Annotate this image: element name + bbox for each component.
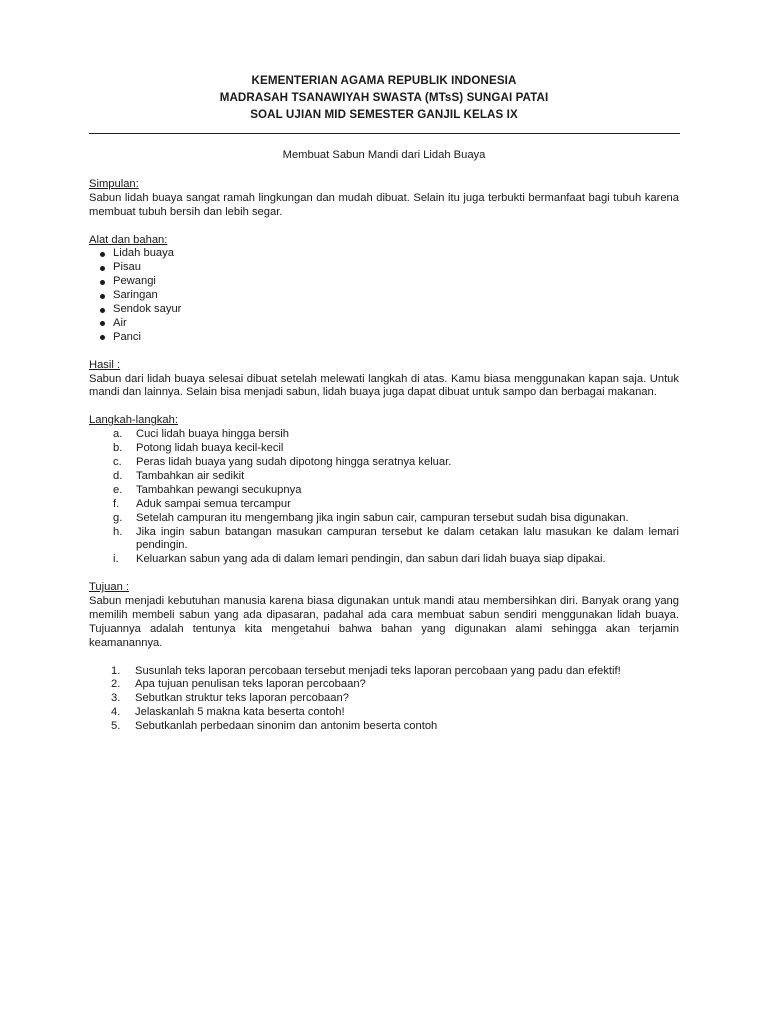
step-item <box>89 526 679 554</box>
step-marker: f. <box>113 497 120 510</box>
list-item-text: Lidah buaya <box>113 247 174 260</box>
question-text: Susunlah teks laporan percobaan tersebut menjadi teks laporan percobaan yang padu dan efektif! <box>135 664 621 677</box>
question-number: 3. <box>111 692 121 705</box>
section-alat-bahan <box>89 234 679 345</box>
step-text: Tambahkan air sedikit <box>136 469 245 482</box>
step-marker: e. <box>113 483 123 496</box>
spacer <box>89 567 679 581</box>
bullet-icon <box>100 321 105 326</box>
question-item <box>89 665 679 679</box>
letterhead-ministry: KEMENTERIAN AGAMA REPUBLIK INDONESIA <box>251 74 517 87</box>
section-simpulan <box>89 178 679 220</box>
step-marker: h. <box>113 525 123 538</box>
alat-list <box>89 247 679 344</box>
list-item-text: Panci <box>113 330 141 343</box>
step-marker: b. <box>113 442 123 455</box>
step-text: Keluarkan sabun yang ada di dalam lemari pendingin, dan sabun dari lidah buaya siap dipakai. <box>136 553 606 566</box>
question-list <box>89 665 679 735</box>
alat-heading: Alat dan bahan: <box>89 233 168 246</box>
list-item <box>99 247 679 261</box>
step-text: Jika ingin sabun batangan masukan campuran tersebut ke dalam cetakan lalu masukan ke dalam lemari pendingin. <box>136 525 679 552</box>
step-item <box>89 498 679 512</box>
step-marker: c. <box>113 455 122 468</box>
question-number: 1. <box>111 664 121 677</box>
list-item-text: Air <box>113 316 127 329</box>
bullet-icon <box>100 280 105 285</box>
bullet-icon <box>100 252 105 257</box>
step-item <box>89 470 679 484</box>
question-item <box>89 720 679 734</box>
langkah-list <box>89 428 679 567</box>
bullet-icon <box>100 294 105 299</box>
tujuan-heading: Tujuan : <box>89 581 130 594</box>
list-item-text: Pisau <box>113 261 141 274</box>
list-item-text: Sendok sayur <box>113 303 182 316</box>
letterhead-exam: SOAL UJIAN MID SEMESTER GANJIL KELAS IX <box>250 108 518 121</box>
spacer <box>89 345 679 359</box>
list-item <box>99 331 679 345</box>
question-item <box>89 678 679 692</box>
tujuan-text: Sabun menjadi kebutuhan manusia karena biasa digunakan untuk mandi atau membersihkan diri. Banyak orang yang memilih membeli sabun yang ada dipasaran, padahal ada cara membuat sabun sendiri menggunakan lidah buaya. Tujuannya adalah tentunya kita mengetahui bahwa bahan yang digunakan alami sehingga akan terjamin keamanannya. <box>89 595 679 649</box>
question-number: 5. <box>111 720 121 733</box>
question-text: Jelaskanlah 5 makna kata beserta contoh! <box>135 706 345 719</box>
question-text: Apa tujuan penulisan teks laporan percobaan? <box>135 678 366 691</box>
section-langkah <box>89 414 679 567</box>
section-tujuan <box>89 581 679 651</box>
list-item <box>99 275 679 289</box>
step-marker: d. <box>113 469 123 482</box>
document-body <box>89 149 679 734</box>
step-text: Peras lidah buaya yang sudah dipotong hingga seratnya keluar. <box>136 455 452 468</box>
step-item <box>89 484 679 498</box>
question-number: 2. <box>111 678 121 691</box>
step-text: Tambahkan pewangi secukupnya <box>136 483 302 496</box>
question-text: Sebutkanlah perbedaan sinonim dan antonim beserta contoh <box>135 720 438 733</box>
letterhead <box>0 72 768 123</box>
step-text: Cuci lidah buaya hingga bersih <box>136 428 289 441</box>
step-text: Potong lidah buaya kecil-kecil <box>136 442 284 455</box>
list-item <box>99 317 679 331</box>
bullet-icon <box>100 335 105 340</box>
step-text: Setelah campuran itu mengembang jika ingin sabun cair, campuran tersebut sudah bisa digunakan. <box>136 511 629 524</box>
question-text: Sebutkan struktur teks laporan percobaan? <box>135 692 349 705</box>
langkah-heading: Langkah-langkah: <box>89 414 178 427</box>
section-hasil <box>89 359 679 401</box>
hasil-text: Sabun dari lidah buaya selesai dibuat setelah melewati langkah di atas. Kamu biasa menggunakan kapan saja. Untuk mandi dan lainnya. Selain bisa menjadi sabun, lidah buaya juga dapat dibuat untuk sampo dan berbagai makanan. <box>89 372 679 399</box>
list-item <box>99 303 679 317</box>
question-number: 4. <box>111 706 121 719</box>
step-marker: g. <box>113 511 123 524</box>
step-marker: i. <box>113 553 119 566</box>
spacer <box>89 651 679 665</box>
question-item <box>89 692 679 706</box>
document-title: Membuat Sabun Mandi dari Lidah Buaya <box>282 149 486 161</box>
step-text: Aduk sampai semua tercampur <box>136 497 291 510</box>
list-item-text: Pewangi <box>113 275 156 288</box>
spacer <box>89 220 679 234</box>
step-item <box>89 553 679 567</box>
spacer <box>89 400 679 414</box>
step-marker: a. <box>113 428 123 441</box>
step-item <box>89 512 679 526</box>
list-item-text: Saringan <box>113 289 158 302</box>
letterhead-school: MADRASAH TSANAWIYAH SWASTA (MTsS) SUNGAI PATAI <box>219 91 549 104</box>
step-item <box>89 442 679 456</box>
simpulan-text: Sabun lidah buaya sangat ramah lingkungan dan mudah dibuat. Selain itu juga terbukti bermanfaat bagi tubuh karena membuat tubuh bersih dan lebih segar. <box>89 191 679 218</box>
step-item <box>89 428 679 442</box>
hasil-heading: Hasil : <box>89 358 121 371</box>
bullet-icon <box>100 266 105 271</box>
bullet-icon <box>100 308 105 313</box>
step-item <box>89 456 679 470</box>
list-item <box>99 289 679 303</box>
simpulan-heading: Simpulan: <box>89 177 139 190</box>
header-divider <box>89 133 680 134</box>
question-item <box>89 706 679 720</box>
list-item <box>99 261 679 275</box>
